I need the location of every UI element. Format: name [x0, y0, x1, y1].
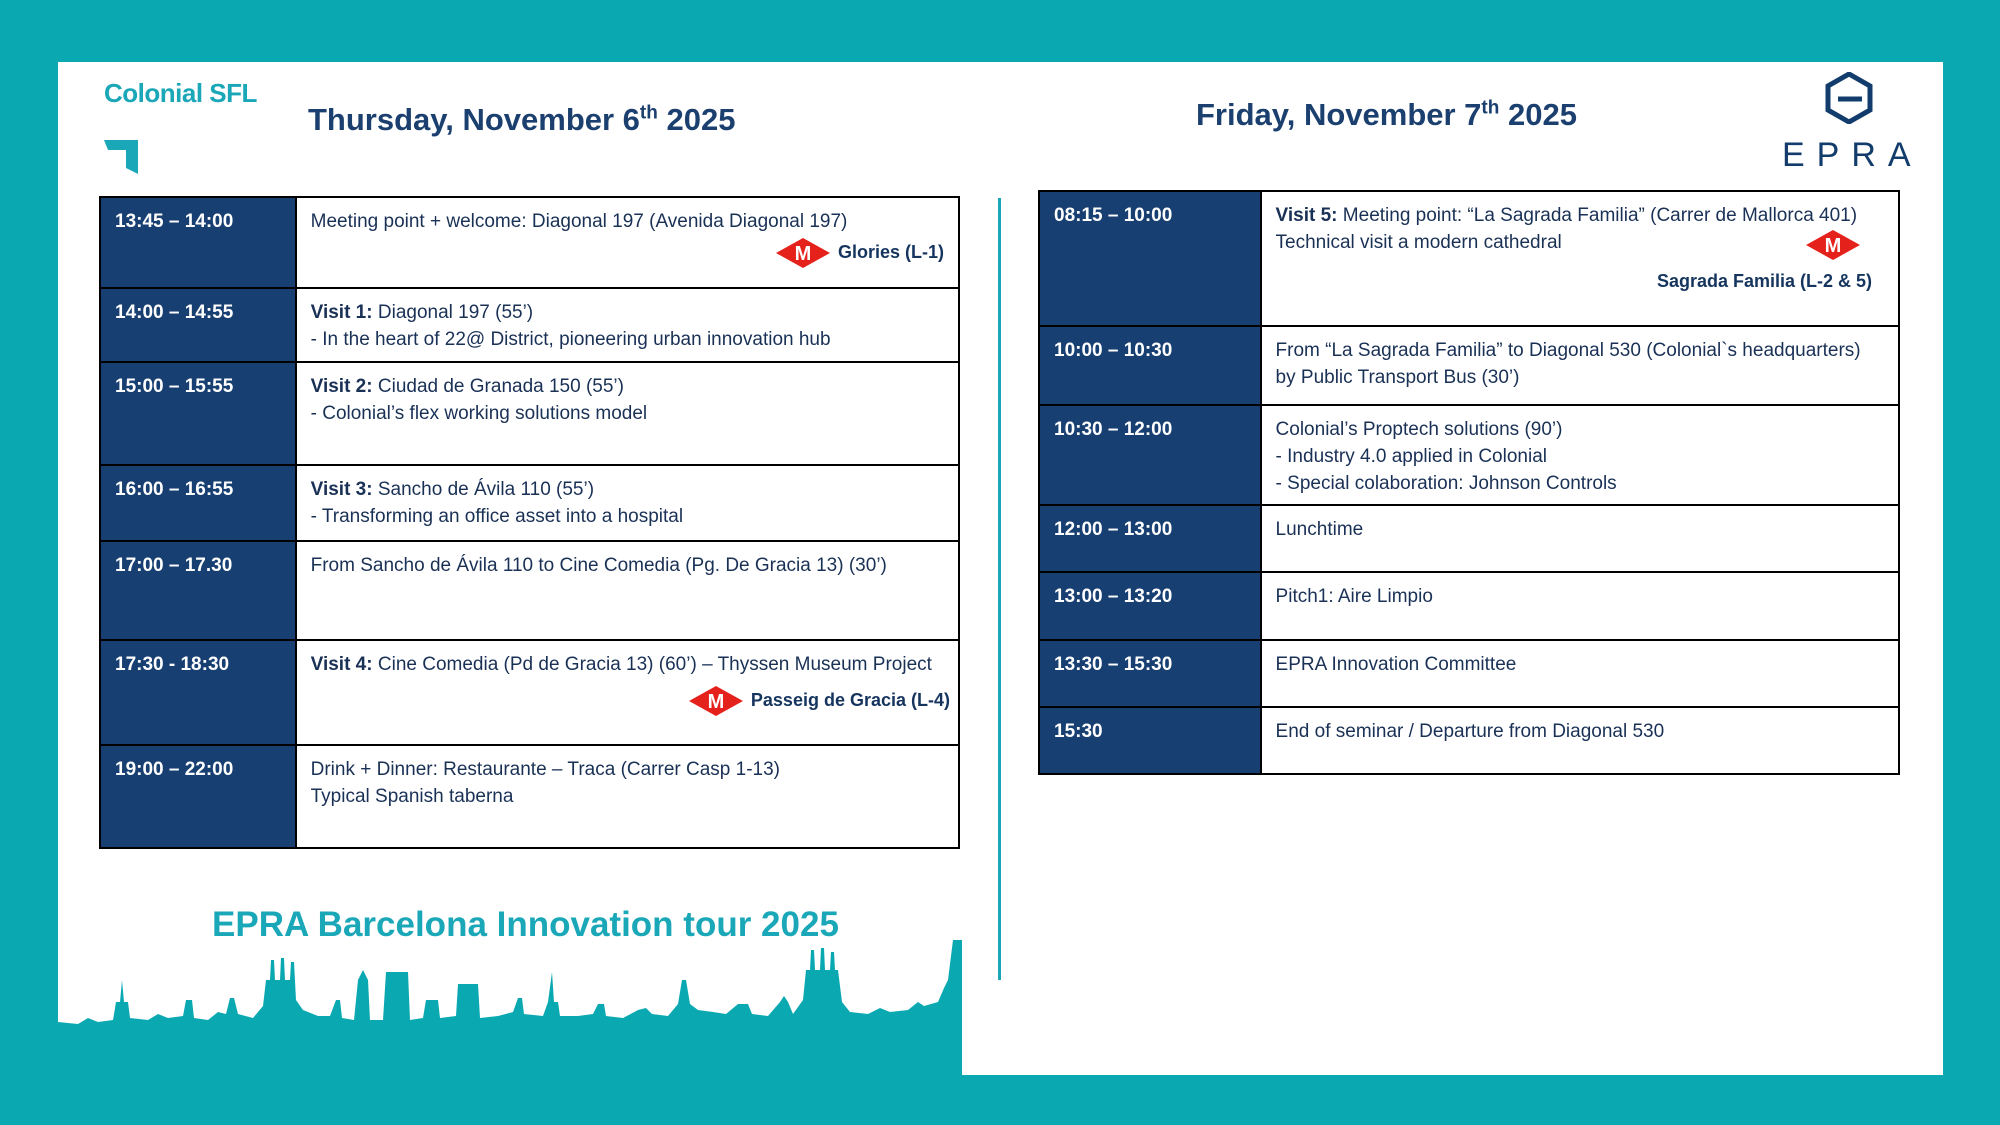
table-row: [1039, 707, 1899, 774]
table-row: [100, 288, 959, 362]
time-cell: 16:00 – 16:55: [100, 465, 296, 541]
metro-icon: [1806, 230, 1860, 260]
desc-cell: From “La Sagrada Familia” to Diagonal 530 (Colonial`s headquarters) by Public Transport Bus (30’): [1261, 326, 1899, 405]
epra-wordmark: EPRA: [1782, 136, 1923, 174]
desc-cell: EPRA Innovation Committee: [1261, 640, 1899, 707]
day1-title: Thursday, November 6th 2025: [308, 102, 736, 137]
metro-icon: [776, 238, 830, 268]
time-cell: 10:30 – 12:00: [1039, 405, 1261, 505]
desc-cell: Visit 5: Meeting point: “La Sagrada Familia” (Carrer de Mallorca 401) Technical visit a modern cathedral M Sagrada Familia (L-2 & 5): [1261, 191, 1899, 326]
time-cell: 19:00 – 22:00: [100, 745, 296, 848]
metro-stop: M Passeig de Gracia (L-4): [689, 685, 950, 716]
time-cell: 10:00 – 10:30: [1039, 326, 1261, 405]
table-row: [100, 197, 959, 288]
day2-title: Friday, November 7th 2025: [1196, 97, 1577, 132]
table-row: [100, 541, 959, 640]
table-row: [1039, 572, 1899, 640]
table-row: [100, 362, 959, 465]
metro-stop: M Glories (L-1): [311, 237, 944, 268]
epra-e-icon: [1824, 72, 1874, 124]
desc-cell: Pitch1: Aire Limpio: [1261, 572, 1899, 640]
time-cell: 13:30 – 15:30: [1039, 640, 1261, 707]
day1-schedule-table: [99, 196, 960, 849]
table-row: [100, 640, 959, 745]
time-cell: 14:00 – 14:55: [100, 288, 296, 362]
desc-cell: From Sancho de Ávila 110 to Cine Comedia (Pg. De Gracia 13) (30’): [296, 541, 959, 640]
desc-cell: Meeting point + welcome: Diagonal 197 (Avenida Diagonal 197) M Glories (L-1): [296, 197, 959, 288]
table-row: [1039, 640, 1899, 707]
desc-cell: Visit 2: Ciudad de Granada 150 (55’) - Colonial’s flex working solutions model: [296, 362, 959, 465]
table-row: [100, 465, 959, 541]
column-divider: [998, 198, 1001, 980]
desc-cell: Colonial’s Proptech solutions (90’) - Industry 4.0 applied in Colonial - Special colaboration: Johnson Controls: [1261, 405, 1899, 505]
time-cell: 13:00 – 13:20: [1039, 572, 1261, 640]
desc-cell: End of seminar / Departure from Diagonal 530: [1261, 707, 1899, 774]
svg-text:M: M: [707, 691, 725, 714]
table-row: [1039, 191, 1899, 326]
desc-cell: Drink + Dinner: Restaurante – Traca (Carrer Casp 1-13) Typical Spanish taberna: [296, 745, 959, 848]
metro-stop: M Sagrada Familia (L-2 & 5): [1657, 230, 1872, 296]
desc-cell: Visit 3: Sancho de Ávila 110 (55’) - Transforming an office asset into a hospital: [296, 465, 959, 541]
time-cell: 15:30: [1039, 707, 1261, 774]
table-row: [1039, 326, 1899, 405]
day2-schedule-table: [1038, 190, 1900, 775]
barcelona-skyline-image: [58, 940, 962, 1075]
table-row: [1039, 505, 1899, 572]
epra-logo: [1782, 72, 1923, 174]
time-cell: 17:30 - 18:30: [100, 640, 296, 745]
colonial-arrow-icon: [104, 140, 138, 174]
svg-text:M: M: [1824, 235, 1842, 257]
time-cell: 15:00 – 15:55: [100, 362, 296, 465]
svg-text:M: M: [794, 243, 812, 266]
time-cell: 12:00 – 13:00: [1039, 505, 1261, 572]
colonial-logo: Colonial SFL: [104, 78, 257, 108]
table-row: [1039, 405, 1899, 505]
table-row: [100, 745, 959, 848]
desc-cell: Visit 4: Cine Comedia (Pd de Gracia 13) (60’) – Thyssen Museum Project M Passeig de Gracia (L-4): [296, 640, 959, 745]
desc-cell: Visit 1: Diagonal 197 (55’) - In the heart of 22@ District, pioneering urban innovation hub: [296, 288, 959, 362]
time-cell: 17:00 – 17.30: [100, 541, 296, 640]
metro-icon: [689, 686, 743, 716]
time-cell: 13:45 – 14:00: [100, 197, 296, 288]
tour-title: EPRA Barcelona Innovation tour 2025: [212, 905, 839, 944]
desc-cell: Lunchtime: [1261, 505, 1899, 572]
time-cell: 08:15 – 10:00: [1039, 191, 1261, 326]
